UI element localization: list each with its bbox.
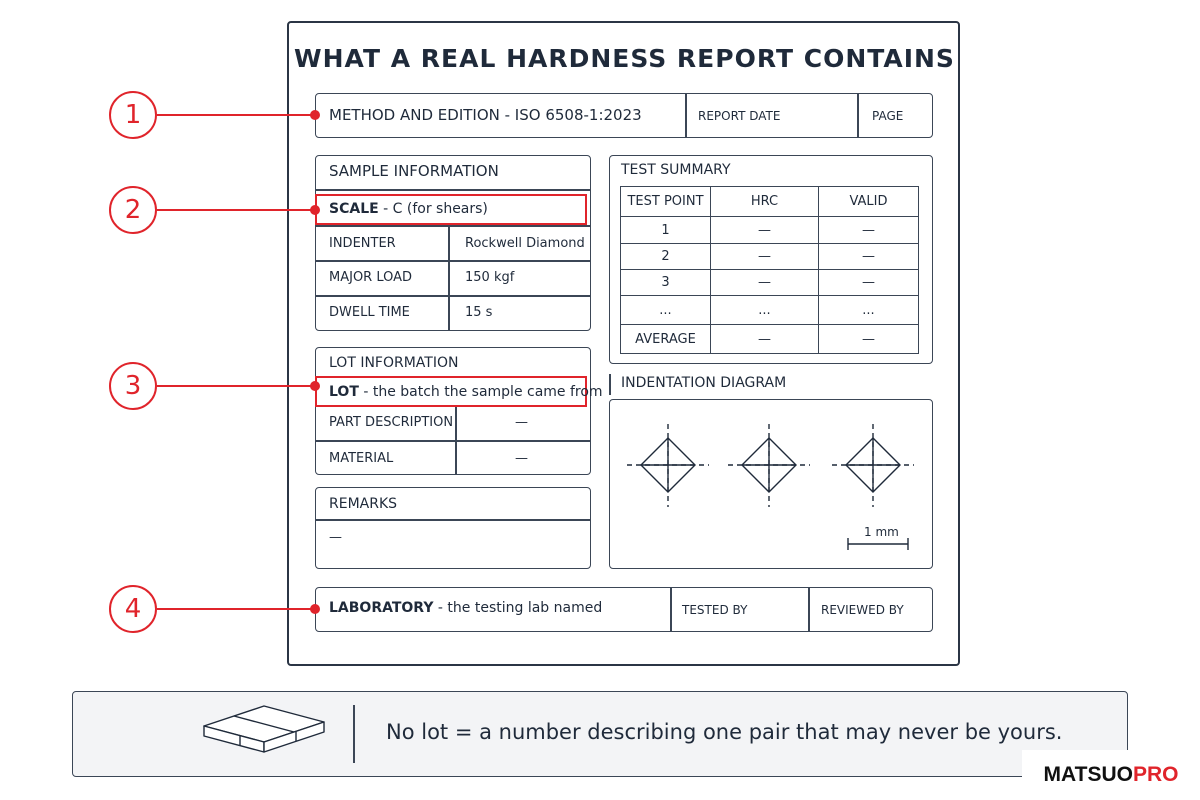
table-row [621,296,919,325]
major-load-value: 150 kgf [465,270,515,285]
remarks-heading: REMARKS [329,496,398,512]
test-summary-table [620,186,919,354]
lot-key: LOT [329,384,359,400]
matsuopro-logo [1022,750,1200,800]
table-cell: — [819,244,919,270]
table-cell: — [819,270,919,296]
table-cell: — [711,325,819,354]
table-cell: — [819,217,919,244]
scale-value: - C (for shears) [378,201,488,217]
dwell-time-label: DWELL TIME [329,305,410,320]
indent-marker-3 [832,424,914,507]
lot-row [329,384,603,400]
scale-row [329,201,488,217]
part-description-label: PART DESCRIPTION [329,415,454,430]
column-header: HRC [711,187,819,217]
column-header: VALID [819,187,919,217]
material-value: — [515,451,528,466]
table-row [621,270,919,296]
indentation-drawing [609,399,933,569]
test-summary-heading: TEST SUMMARY [621,162,731,178]
table-cell: — [711,217,819,244]
sample-info-heading: SAMPLE INFORMATION [329,162,499,180]
indenter-value: Rockwell Diamond [465,236,585,251]
lot-value: - the batch the sample came from [358,384,603,400]
major-load-label: MAJOR LOAD [329,270,413,285]
indenter-label: INDENTER [329,236,396,251]
table-cell: AVERAGE [621,325,711,354]
table-cell: — [819,325,919,354]
callout-3: 3 [109,362,157,410]
table-cell: — [711,244,819,270]
lot-info-heading: LOT INFORMATION [329,355,459,371]
indent-marker-1 [627,424,709,507]
laboratory-row [329,600,602,616]
table-cell: 2 [621,244,711,270]
logo-part-1: MATSUO [1043,763,1133,786]
steel-blank-icon [196,700,330,760]
indentation-diagram-heading: INDENTATION DIAGRAM [621,375,787,391]
laboratory-value: - the testing lab named [433,600,603,616]
callout-1: 1 [109,91,157,139]
indent-marker-2 [728,424,810,507]
method-label: METHOD AND EDITION - ISO 6508-1:2023 [329,106,642,124]
table-row [621,244,919,270]
report-title: WHAT A REAL HARDNESS REPORT CONTAINS [294,44,955,73]
table-cell: ... [621,296,711,325]
callout-2: 2 [109,186,157,234]
logo-part-2: PRO [1132,763,1179,786]
dwell-time-value: 15 s [465,305,493,320]
scale-bar [848,538,908,550]
scale-key: SCALE [329,201,379,217]
scale-bar-label: 1 mm [864,525,899,539]
table-cell: — [711,270,819,296]
tested-by-label: TESTED BY [682,603,748,617]
report-date-label: REPORT DATE [698,109,781,123]
table-row [621,217,919,244]
table-header-row [621,187,919,217]
page-label: PAGE [872,109,904,123]
material-label: MATERIAL [329,451,394,466]
table-cell: ... [819,296,919,325]
column-header: TEST POINT [621,187,711,217]
laboratory-key: LABORATORY [329,600,434,616]
table-row [621,325,919,354]
remarks-value: — [329,530,342,545]
banner-text: No lot = a number describing one pair that may never be yours. [386,720,1063,744]
table-cell: 1 [621,217,711,244]
callout-4: 4 [109,585,157,633]
part-description-value: — [515,415,528,430]
table-cell: ... [711,296,819,325]
table-cell: 3 [621,270,711,296]
reviewed-by-label: REVIEWED BY [821,603,904,617]
